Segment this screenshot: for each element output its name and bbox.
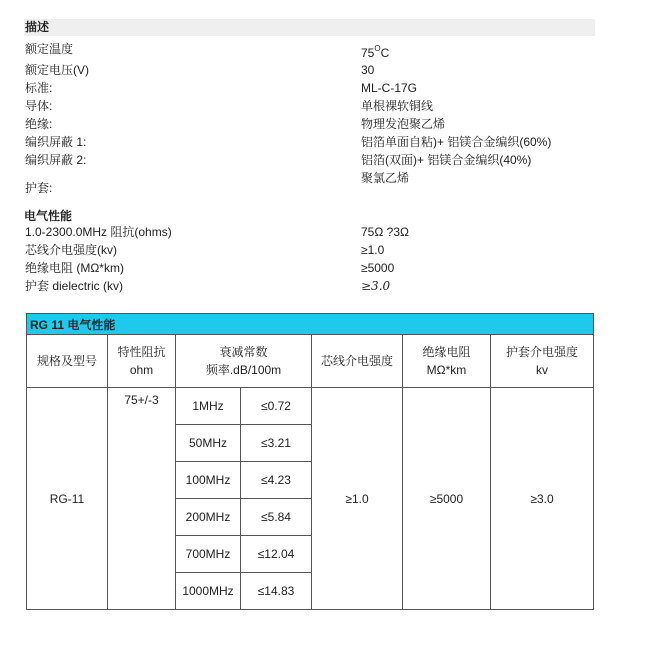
spec-value: 聚氯乙烯 bbox=[361, 171, 410, 185]
spec-label: 护套: bbox=[25, 181, 53, 195]
spec-value: 铝箔单面自粘)+ 铝镁合金编织(60%) bbox=[361, 135, 552, 149]
table-row bbox=[27, 388, 594, 425]
spec-row-jacket bbox=[25, 169, 585, 197]
cell-impedance: 75+/-3 bbox=[108, 388, 176, 610]
cell-attenuation: ≤3.21 bbox=[241, 425, 312, 462]
cell-jacket: ≥3.0 bbox=[491, 388, 594, 610]
spec-value: ML-C-17G bbox=[361, 81, 418, 95]
spec-label: 额定电压(V) bbox=[25, 63, 89, 77]
elec-label: 1.0-2300.0MHz 阻抗(ohms) bbox=[25, 225, 172, 239]
elec-row-core-strength bbox=[25, 241, 585, 259]
header-model: 规格及型号 bbox=[27, 335, 108, 388]
elec-row-insulation-resistance bbox=[25, 259, 585, 277]
cell-attenuation: ≤5.84 bbox=[241, 499, 312, 536]
header-jacket: 护套介电强度 kv bbox=[491, 335, 594, 388]
spec-value: 铝箔(双面)+ 铝镁合金编织(40%) bbox=[361, 153, 532, 167]
table-header-row bbox=[27, 335, 594, 388]
spec-label: 编织屏蔽 1: bbox=[25, 135, 87, 149]
spec-row-insulation bbox=[25, 115, 585, 133]
cell-attenuation: ≤0.72 bbox=[241, 388, 312, 425]
spec-row-conductor bbox=[25, 97, 585, 115]
cell-model: RG-11 bbox=[27, 388, 108, 610]
spec-label: 导体: bbox=[25, 99, 53, 113]
header-impedance: 特性阻抗 ohm bbox=[108, 335, 176, 388]
electrical-heading: 电气性能 bbox=[24, 209, 73, 223]
elec-label: 芯线介电强度(kv) bbox=[25, 243, 117, 257]
spec-value: 单根裸软铜线 bbox=[361, 99, 434, 113]
cell-frequency: 1000MHz bbox=[176, 573, 241, 610]
spec-row-shield-2 bbox=[25, 151, 585, 169]
cell-attenuation: ≤14.83 bbox=[241, 573, 312, 610]
elec-label: 护套 dielectric (kv) bbox=[25, 279, 124, 293]
spec-label: 标准: bbox=[25, 81, 53, 95]
cell-frequency: 50MHz bbox=[176, 425, 241, 462]
spec-row-standard bbox=[25, 79, 585, 97]
header-core-strength: 芯线介电强度 bbox=[312, 335, 403, 388]
header-insulation: 绝缘电阻 MΩ*km bbox=[403, 335, 491, 388]
spec-value: 物理发泡聚乙烯 bbox=[361, 117, 446, 131]
spec-value: $75^OC$ bbox=[361, 44, 390, 60]
cell-insulation: ≥5000 bbox=[403, 388, 491, 610]
description-heading: 描述 bbox=[24, 19, 595, 36]
cell-frequency: 1MHz bbox=[176, 388, 241, 425]
cell-frequency: 100MHz bbox=[176, 462, 241, 499]
header-attenuation: 衰减常数 频率.dB/100m bbox=[176, 335, 312, 388]
elec-row-jacket-dielectric bbox=[25, 277, 585, 295]
elec-value: ≥5000 bbox=[361, 261, 395, 275]
spec-label: 绝缘: bbox=[25, 117, 53, 131]
spec-row-shield-1 bbox=[25, 133, 585, 151]
elec-value: ≥3.0 bbox=[361, 279, 391, 293]
table-caption: RG 11 电气性能 bbox=[27, 314, 594, 335]
cell-attenuation: ≤4.23 bbox=[241, 462, 312, 499]
spec-row-voltage bbox=[25, 61, 585, 79]
cell-attenuation: ≤12.04 bbox=[241, 536, 312, 573]
cell-frequency: 700MHz bbox=[176, 536, 241, 573]
spec-label: 编织屏蔽 2: bbox=[25, 153, 87, 167]
elec-value: ≥1.0 bbox=[361, 243, 385, 257]
elec-value: 75Ω ?3Ω bbox=[361, 225, 409, 239]
rg11-spec-table bbox=[26, 313, 594, 610]
spec-value: 30 bbox=[361, 63, 375, 77]
cell-core-strength: ≥1.0 bbox=[312, 388, 403, 610]
elec-row-impedance bbox=[25, 223, 585, 241]
spec-label: 额定温度 bbox=[25, 42, 74, 56]
cell-frequency: 200MHz bbox=[176, 499, 241, 536]
spec-row-temperature bbox=[25, 40, 585, 58]
elec-label: 绝缘电阻 (MΩ*km) bbox=[25, 261, 124, 275]
